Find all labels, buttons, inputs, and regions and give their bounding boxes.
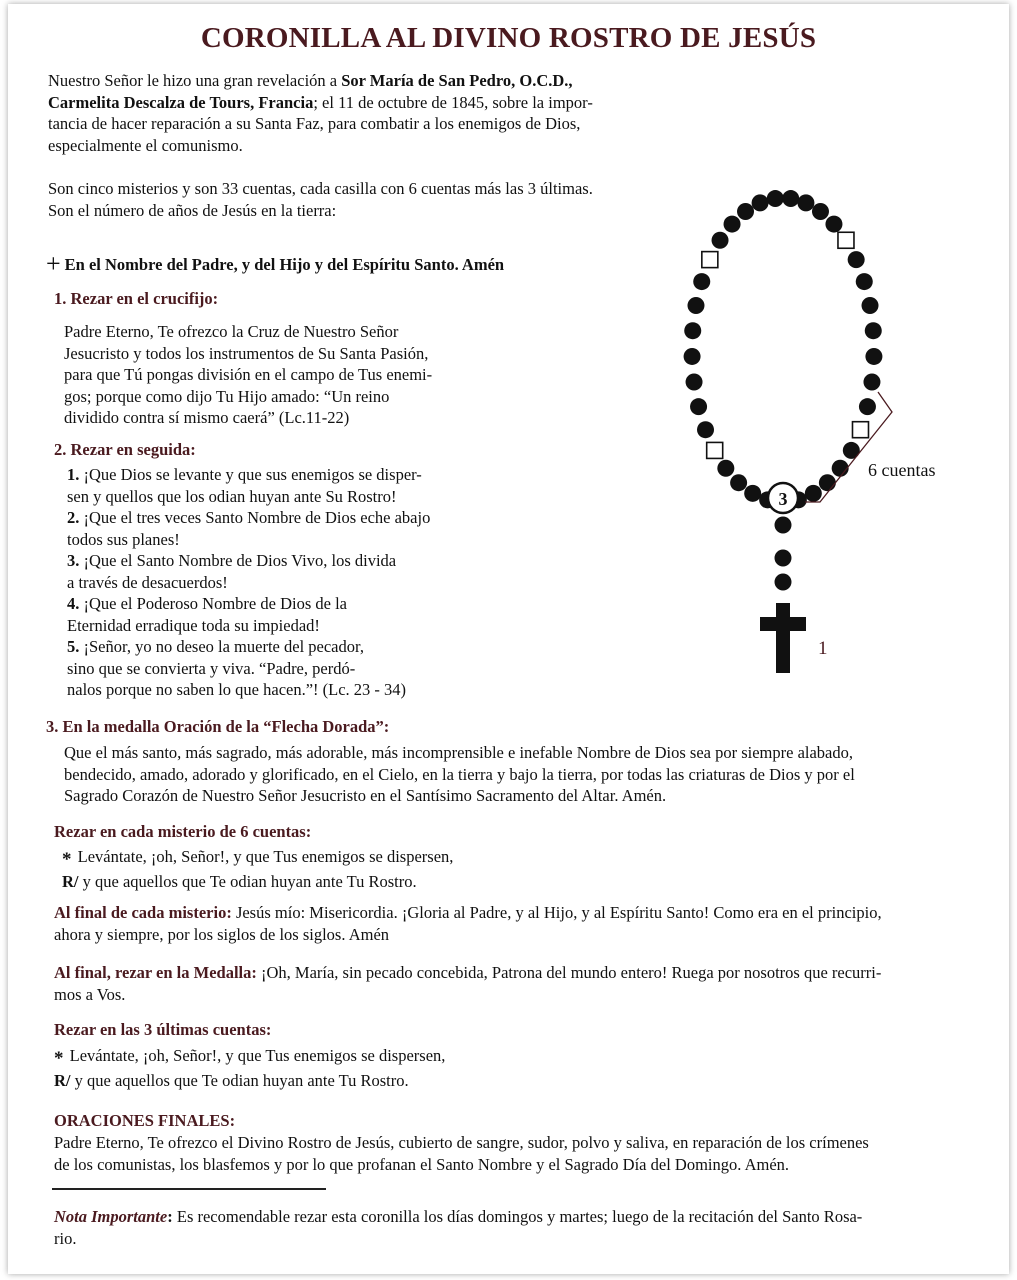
- prayer-line: Que el más santo, más sagrado, más adorable, más incomprensible e inefable Nombre de Dios sea por siempre alabado,: [64, 743, 853, 762]
- bead: [825, 216, 842, 233]
- section3-prayer: [64, 742, 959, 807]
- intro-count: [48, 178, 688, 221]
- final-medalla-text: ¡Oh, María, sin pecado concebida, Patrona del mundo entero! Ruega por nosotros que recurri-: [256, 963, 882, 982]
- crucifix-horizontal: [760, 617, 806, 631]
- list-item-cont: sino que se convierta y viva. “Padre, perdó-: [67, 658, 356, 678]
- list-item: 2. ¡Que el tres veces Santo Nombre de Dios eche abajo: [67, 508, 431, 527]
- crucifix-vertical: [776, 603, 790, 673]
- bead: [724, 216, 741, 233]
- pendant-bead: [775, 550, 792, 567]
- bead: [687, 297, 704, 314]
- intro-text: ; el 11 de octubre de 1845, sobre la impor-: [313, 92, 593, 112]
- response-label: R/: [62, 871, 79, 891]
- square-bead: [852, 422, 868, 438]
- bead: [859, 398, 876, 415]
- bead: [832, 460, 849, 477]
- list-item-cont: Eternidad erradique toda su impiedad!: [67, 615, 320, 635]
- asterisk-icon: *: [54, 1048, 64, 1069]
- final-misterio: [54, 902, 959, 945]
- list-item-cont: sen y quellos que los odian huyan ante Su Rostro!: [67, 486, 397, 506]
- rosary-beads: [684, 190, 883, 590]
- bead: [862, 297, 879, 314]
- response: y que aquellos que Te odian huyan ante Tu Rostro.: [70, 1070, 409, 1090]
- bead: [819, 474, 836, 491]
- bead: [737, 203, 754, 220]
- finales-prayer: [54, 1132, 964, 1175]
- response: y que aquellos que Te odian huyan ante Tu Rostro.: [78, 871, 417, 891]
- square-bead: [702, 252, 718, 268]
- final-misterio-text: ahora y siempre, por los siglos de los siglos. Amén: [54, 924, 390, 944]
- intro-place: Carmelita Descalza de Tours, Francia: [48, 92, 314, 112]
- bead: [805, 485, 822, 502]
- finales-heading: ORACIONES FINALES:: [54, 1111, 236, 1130]
- ultimas-prayer: [54, 1045, 754, 1091]
- intro-paragraph: [48, 70, 668, 156]
- list-item-cont: todos sus planes!: [67, 529, 180, 549]
- prayer-line: bendecido, amado, adorado y glorificado, en el Cielo, en la tierra y bajo la tierra, por todas las criaturas de Dios y por el: [64, 764, 855, 784]
- bead: [684, 348, 701, 365]
- nota-importante: [54, 1206, 959, 1249]
- final-medalla-label: Al final, rezar en la Medalla:: [54, 963, 257, 982]
- nota-colon: :: [167, 1207, 173, 1226]
- bead: [717, 460, 734, 477]
- prayer-line: gos; porque como dijo Tu Hijo amado: “Un reino: [64, 386, 390, 406]
- prayer-line: Padre Eterno, Te ofrezco la Cruz de Nuestro Señor: [64, 322, 399, 341]
- nota-label: Nota Importante: [54, 1207, 168, 1226]
- list-item-cont: a través de desacuerdos!: [67, 572, 228, 592]
- bead: [744, 485, 761, 502]
- nota-text: rio.: [54, 1228, 77, 1248]
- bead: [684, 322, 701, 339]
- intro-count-line: Son el número de años de Jesús en la tierra:: [48, 200, 337, 220]
- bead: [865, 322, 882, 339]
- pendant-bead: [775, 574, 792, 591]
- bead: [752, 194, 769, 211]
- bead: [848, 251, 865, 268]
- pendant-bead: [775, 517, 792, 534]
- bead: [812, 203, 829, 220]
- section3-heading: 3. En la medalla Oración de la “Flecha Dorada”:: [46, 717, 390, 736]
- final-misterio-text: Jesús mío: Misericordia. ¡Gloria al Padre, y al Hijo, y al Espíritu Santo! Como era en el principio,: [231, 903, 882, 922]
- misterio-prayer: [62, 846, 762, 892]
- intro-text: Nuestro Señor le hizo una gran revelación a: [48, 71, 342, 90]
- prayer-line: Jesucristo y todos los instrumentos de Su Santa Pasión,: [64, 343, 429, 363]
- intro-name: Sor María de San Pedro, O.C.D.,: [341, 71, 573, 90]
- bead: [797, 194, 814, 211]
- prayer-line: Sagrado Corazón de Nuestro Señor Jesucristo en el Santísimo Sacramento del Altar. Amén.: [64, 786, 667, 805]
- bead: [856, 273, 873, 290]
- final-medalla-text: mos a Vos.: [54, 984, 126, 1004]
- sign-of-cross-text: En el Nombre del Padre, y del Hijo y del Espíritu Santo. Amén: [64, 255, 505, 274]
- list-item: 1. ¡Que Dios se levante y que sus enemigos se disper-: [67, 465, 422, 484]
- prayer-line: para que Tú pongas división en el campo de Tus enemi-: [64, 365, 433, 384]
- bead: [693, 273, 710, 290]
- section1-prayer: [64, 321, 462, 429]
- prayer-line: Padre Eterno, Te ofrezco el Divino Rostro de Jesús, cubierto de sangre, sudor, polvo y saliva, en reparación de los crímenes: [54, 1133, 869, 1152]
- bead: [690, 398, 707, 415]
- page-title: CORONILLA AL DIVINO ROSTRO DE JESÚS: [200, 22, 817, 54]
- bead-count-label: 6 cuentas: [868, 460, 936, 480]
- ultimas-heading: Rezar en las 3 últimas cuentas:: [54, 1020, 272, 1039]
- bead: [863, 374, 880, 391]
- square-bead: [707, 442, 723, 458]
- intro-count-line: Son cinco misterios y son 33 cuentas, cada casilla con 6 cuentas más las 3 últimas.: [48, 179, 593, 198]
- section1-heading: 1. Rezar en el crucifijo:: [54, 289, 219, 308]
- list-item: 5. ¡Señor, yo no deseo la muerte del pecador,: [67, 637, 364, 656]
- intro-text: tancia de hacer reparación a su Santa Faz, para combatir a los enemigos de Dios,: [48, 114, 581, 133]
- misterio-heading: Rezar en cada misterio de 6 cuentas:: [54, 822, 312, 841]
- square-bead: [838, 232, 854, 248]
- prayer-line: dividido contra sí mismo caerá” (Lc.11-22): [64, 408, 350, 427]
- list-item: 4. ¡Que el Poderoso Nombre de Dios de la: [67, 594, 347, 613]
- final-misterio-label: Al final de cada misterio:: [54, 903, 232, 922]
- list-item: 3. ¡Que el Santo Nombre de Dios Vivo, los divida: [67, 551, 397, 570]
- bead: [686, 374, 703, 391]
- bead: [782, 190, 799, 207]
- section2-heading: 2. Rezar en seguida:: [54, 440, 196, 459]
- versicle: Levántate, ¡oh, Señor!, y que Tus enemigos se dispersen,: [65, 1046, 446, 1065]
- cross-label: 1: [818, 638, 828, 659]
- intro-text: especialmente el comunismo.: [48, 135, 243, 155]
- medal-label: 3: [778, 489, 788, 509]
- cross-symbol: +: [46, 249, 61, 278]
- bead: [730, 474, 747, 491]
- versicle: Levántate, ¡oh, Señor!, y que Tus enemigos se dispersen,: [73, 847, 454, 866]
- section2-list: [67, 464, 487, 701]
- response-label: R/: [54, 1070, 71, 1090]
- sign-of-cross: [46, 249, 666, 278]
- bead: [697, 421, 714, 438]
- list-item-cont: nalos porque no saben lo que hacen.”! (Lc. 23 - 34): [67, 680, 407, 699]
- bead: [865, 348, 882, 365]
- divider-rule: [52, 1188, 326, 1190]
- bead: [712, 232, 729, 249]
- final-medalla: [54, 962, 959, 1005]
- bead: [767, 190, 784, 207]
- prayer-line: de los comunistas, los blasfemos y por lo que profanan el Santo Nombre y el Sagrado Día del Domingo. Amén.: [54, 1154, 790, 1174]
- nota-text: Es recomendable rezar esta coronilla los días domingos y martes; luego de la recitación del Santo Rosa-: [172, 1207, 863, 1226]
- rosary-diagram: [660, 180, 960, 680]
- asterisk-icon: *: [62, 849, 72, 870]
